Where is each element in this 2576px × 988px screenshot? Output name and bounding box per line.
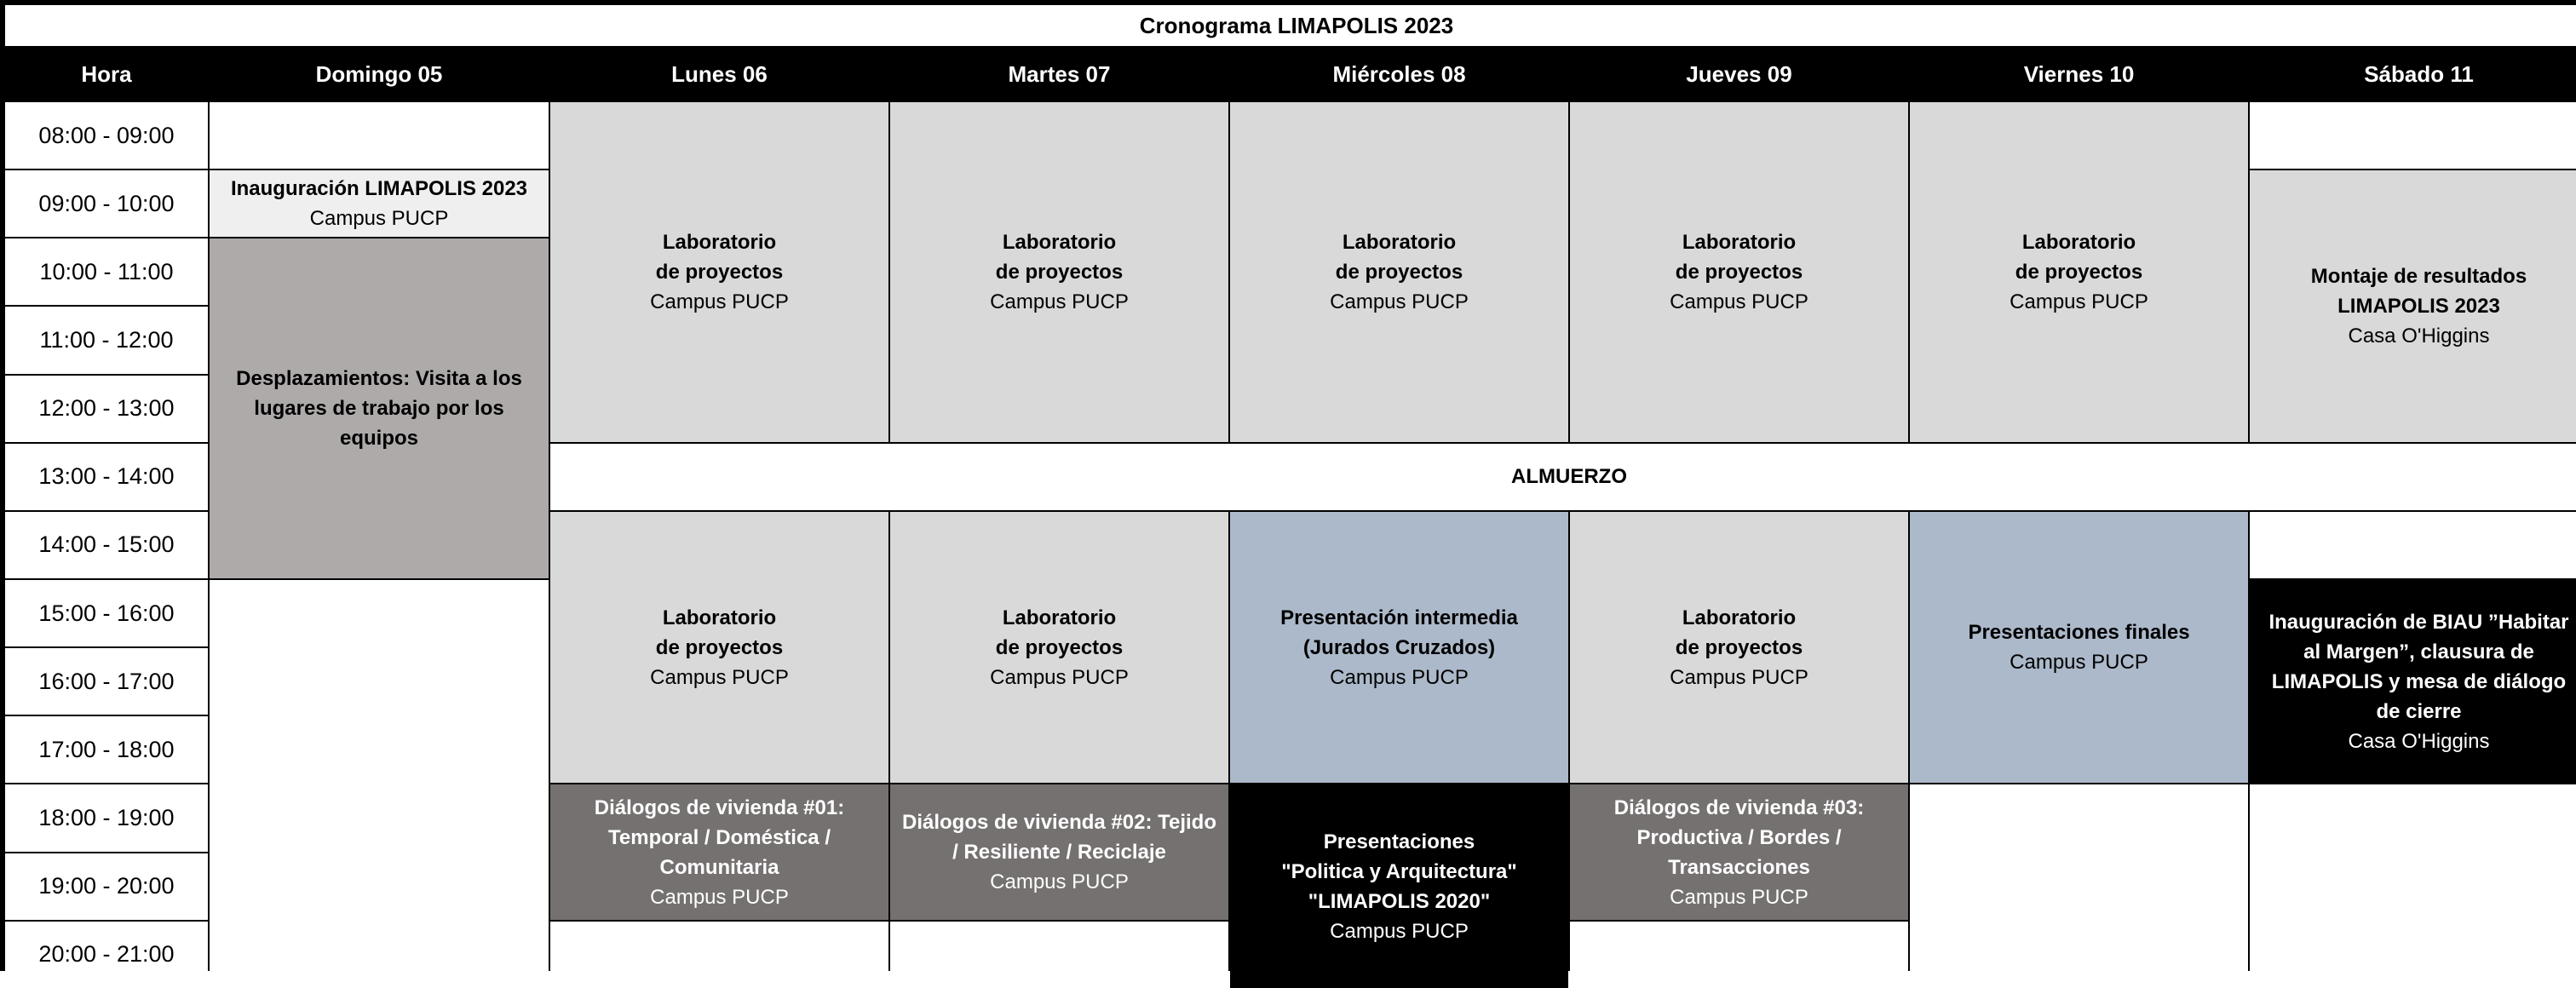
event-title-line1: Laboratorio — [1682, 230, 1797, 254]
empty-cell — [2250, 512, 2576, 578]
empty-cell — [1910, 784, 2248, 987]
empty-cell — [210, 580, 549, 988]
hour-cell: 17:00 - 18:00 — [5, 716, 208, 783]
event-title: Diálogos de vivienda #01: Temporal / Doméstica / Comunitaria — [594, 796, 845, 879]
event-place: Campus PUCP — [650, 665, 789, 689]
event-place: Campus PUCP — [2010, 290, 2148, 313]
header-hora: Hora — [5, 48, 208, 101]
empty-cell — [210, 102, 549, 169]
empty-cell — [2250, 784, 2576, 987]
event-tuesday-dialogos — [890, 784, 1228, 919]
event-title-line2: de proyectos — [1675, 635, 1803, 659]
hour-cell: 13:00 - 14:00 — [5, 444, 208, 510]
event-wednesday-presentation — [1230, 512, 1568, 784]
event-saturday-montaje — [2250, 170, 2576, 442]
event-title-line2: (Jurados Cruzados) — [1302, 635, 1496, 659]
hour-cell: 10:00 - 11:00 — [5, 238, 208, 305]
event-title: Diálogos de vivienda #03: Productiva / Bordes / Transacciones — [1613, 796, 1865, 879]
event-lab-wednesday-am — [1230, 102, 1568, 442]
event-title-line1: Presentaciones — [1323, 830, 1475, 853]
event-title-line1: Laboratorio — [662, 606, 777, 629]
event-wednesday-presentaciones — [1230, 784, 1568, 987]
empty-cell — [2250, 102, 2576, 169]
event-saturday-biau — [2250, 580, 2576, 783]
event-place: Campus PUCP — [650, 290, 789, 313]
event-title: Presentaciones finales — [1968, 621, 2190, 645]
event-place: Campus PUCP — [1670, 665, 1808, 689]
event-title: Inauguración de BIAU ”Habitar al Margen”, clausura de LIMAPOLIS y mesa de diálogo de cierre — [2268, 610, 2569, 723]
event-place: Campus PUCP — [2010, 651, 2148, 675]
header-sabado: Sábado 11 — [2250, 48, 2576, 101]
event-place: Campus PUCP — [1670, 290, 1808, 313]
event-place: Campus PUCP — [1330, 919, 1469, 943]
event-title-line1: Laboratorio — [1002, 230, 1117, 254]
schedule-title: Cronograma LIMAPOLIS 2023 — [5, 5, 2576, 46]
event-friday-final — [1910, 512, 2248, 784]
event-title-line1: Montaje de resultados — [2310, 264, 2527, 288]
event-monday-dialogos — [550, 784, 888, 919]
event-place: Campus PUCP — [1330, 665, 1469, 689]
header-martes: Martes 07 — [890, 48, 1228, 101]
event-title-line1: Laboratorio — [1682, 606, 1797, 629]
event-title: Diálogos de vivienda #02: Tejido / Resiliente / Reciclaje — [902, 811, 1216, 864]
event-lab-friday-am — [1910, 102, 2248, 442]
event-title-line2: LIMAPOLIS 2023 — [2337, 294, 2500, 318]
hour-cell: 18:00 - 19:00 — [5, 784, 208, 851]
event-place: Campus PUCP — [650, 885, 789, 909]
event-thursday-dialogos — [1570, 784, 1908, 919]
hour-cell: 11:00 - 12:00 — [5, 307, 208, 373]
event-place: Casa O'Higgins — [2348, 729, 2490, 753]
hour-cell: 15:00 - 16:00 — [5, 580, 208, 646]
event-title-line2: de proyectos — [2015, 260, 2143, 284]
event-place: Casa O'Higgins — [2348, 324, 2490, 348]
empty-cell — [890, 922, 1228, 988]
event-place: Campus PUCP — [1330, 290, 1469, 313]
event-title-line2: de proyectos — [995, 260, 1124, 284]
hour-cell: 19:00 - 20:00 — [5, 853, 208, 920]
event-title-line2: de proyectos — [995, 635, 1124, 659]
event-title-line2: "Politica y Arquitectura" — [1281, 859, 1517, 883]
event-title-line1: Laboratorio — [1002, 606, 1117, 629]
event-title-line3: "LIMAPOLIS 2020" — [1308, 889, 1491, 913]
hour-cell: 12:00 - 13:00 — [5, 376, 208, 442]
hour-cell: 08:00 - 09:00 — [5, 102, 208, 169]
hour-cell: 16:00 - 17:00 — [5, 648, 208, 715]
event-title: Desplazamientos: Visita a los lugares de trabajo por los equipos — [236, 367, 522, 451]
event-lab-tuesday-am — [890, 102, 1228, 442]
event-place: Campus PUCP — [990, 290, 1129, 313]
lunch-row: ALMUERZO — [550, 444, 2576, 510]
hour-cell: 14:00 - 15:00 — [5, 512, 208, 578]
header-lunes: Lunes 06 — [550, 48, 888, 101]
event-sunday-trips — [210, 238, 549, 578]
event-title-line2: de proyectos — [1335, 260, 1463, 284]
header-jueves: Jueves 09 — [1570, 48, 1908, 101]
event-place: Campus PUCP — [990, 870, 1129, 894]
event-title-line1: Presentación intermedia — [1280, 606, 1518, 629]
event-title-line2: de proyectos — [655, 260, 784, 284]
event-place: Campus PUCP — [1670, 885, 1808, 909]
event-title: Inauguración LIMAPOLIS 2023 — [230, 177, 528, 201]
header-domingo: Domingo 05 — [210, 48, 549, 101]
event-lab-thursday-am — [1570, 102, 1908, 442]
hour-cell: 20:00 - 21:00 — [5, 922, 208, 988]
event-lab-thursday-pm — [1570, 512, 1908, 784]
empty-cell — [550, 922, 888, 988]
event-title-line1: Laboratorio — [662, 230, 777, 254]
header-miercoles: Miércoles 08 — [1230, 48, 1568, 101]
event-title-line2: de proyectos — [1675, 260, 1803, 284]
event-sunday-inauguration — [210, 170, 549, 237]
event-place: Campus PUCP — [309, 207, 449, 231]
event-title-line2: de proyectos — [655, 635, 784, 659]
event-lab-monday-am — [550, 102, 888, 442]
event-lab-monday-pm — [550, 512, 888, 784]
event-title-line1: Laboratorio — [1342, 230, 1457, 254]
header-viernes: Viernes 10 — [1910, 48, 2248, 101]
hour-cell: 09:00 - 10:00 — [5, 170, 208, 237]
event-lab-tuesday-pm — [890, 512, 1228, 784]
event-title-line1: Laboratorio — [2021, 230, 2136, 254]
event-place: Campus PUCP — [990, 665, 1129, 689]
empty-cell — [1570, 922, 1908, 988]
